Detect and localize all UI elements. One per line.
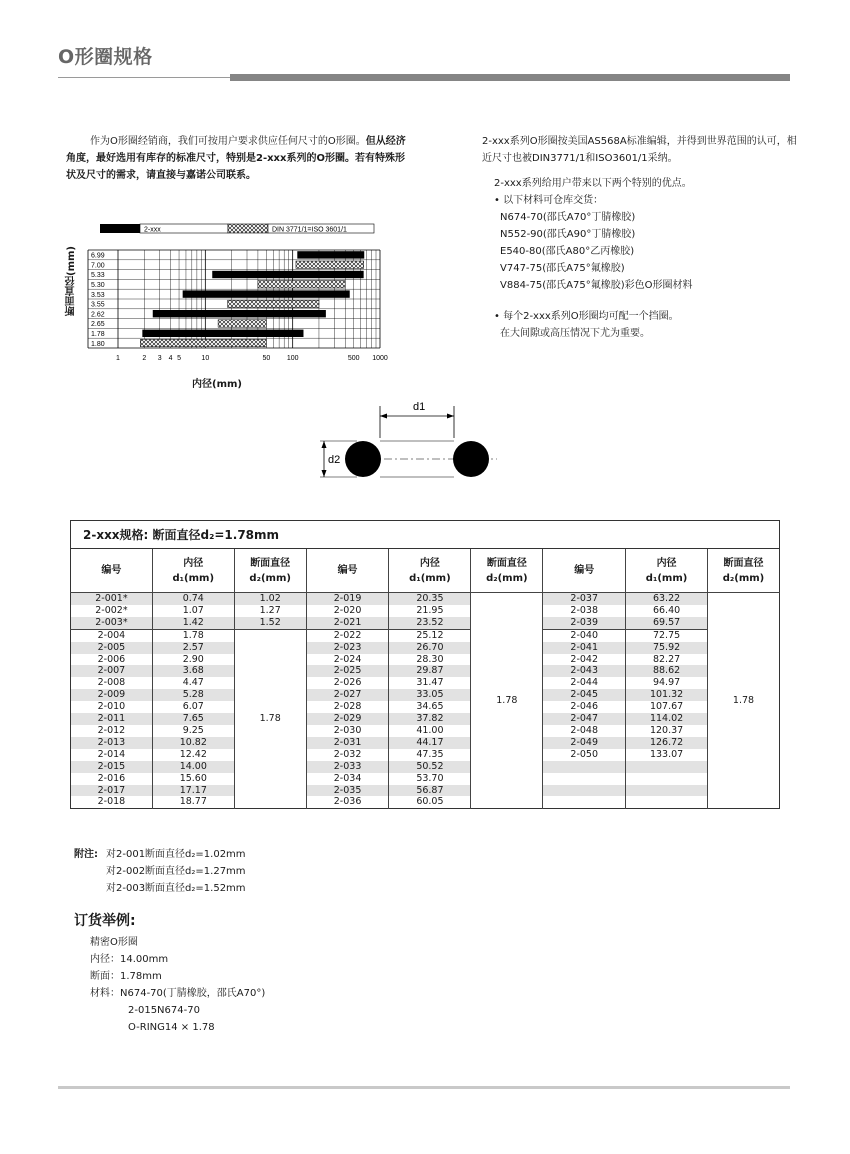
x-tick-label: 2 xyxy=(142,355,147,362)
d2-arrow-bottom xyxy=(322,470,327,477)
table-caption: 2-xxx规格: 断面直径d₂=1.78mm xyxy=(71,521,780,549)
table-cell: 29.87 xyxy=(389,665,471,677)
table-row xyxy=(71,593,780,605)
table-row xyxy=(71,605,780,617)
table-cell: 17.17 xyxy=(152,785,234,797)
header-cs: 断面直径 d₂(mm) xyxy=(708,549,780,593)
page-title: O形圈规格 xyxy=(58,46,153,68)
table-cell: 44.17 xyxy=(389,737,471,749)
d2-label: d2 xyxy=(328,454,341,466)
table-row xyxy=(71,689,780,701)
advantages-intro: 2-xxx系列给用户带来以下两个特别的优点。 xyxy=(494,178,692,189)
bar-2xxx xyxy=(183,290,350,297)
order-example xyxy=(90,934,265,1036)
standard-paragraph: 2-xxx系列O形圈按美国AS568A标准编辑，并得到世界范围的认可，相近尺寸也被DIN3771/1和ISO3601/1采纳。 xyxy=(482,136,797,164)
table-cell: 2-035 xyxy=(306,785,389,797)
shared-cross-section: 1.78 xyxy=(471,593,543,809)
y-tick-label: 2.62 xyxy=(91,311,105,319)
table-cell: 66.40 xyxy=(626,605,708,617)
legend-swatch-2xxx xyxy=(100,224,140,233)
table-cell: 2-007 xyxy=(71,665,153,677)
bullet-backup-ring-note: 在大间隙或高压情况下尤为重要。 xyxy=(500,328,650,339)
table-cell: 2-013 xyxy=(71,737,153,749)
order-inner-diameter: 内径：14.00mm xyxy=(90,954,169,965)
table-cell: 9.25 xyxy=(152,725,234,737)
table-row xyxy=(71,725,780,737)
table-cell: 2-027 xyxy=(306,689,389,701)
table-cell: 33.05 xyxy=(389,689,471,701)
table-cell: 72.75 xyxy=(626,629,708,641)
table-cell: 2-029 xyxy=(306,713,389,725)
table-cell: 34.65 xyxy=(389,701,471,713)
intro-left xyxy=(66,133,406,184)
table-cell: 2-025 xyxy=(306,665,389,677)
table-cell: 2-031 xyxy=(306,737,389,749)
table-cell: 7.65 xyxy=(152,713,234,725)
oring-section-right xyxy=(453,441,489,477)
table-row xyxy=(71,617,780,629)
table-cell: 2-026 xyxy=(306,677,389,689)
table-cell: 2-028 xyxy=(306,701,389,713)
table-cell: 101.32 xyxy=(626,689,708,701)
table-cell: 37.82 xyxy=(389,713,471,725)
table-cell: 1.52 xyxy=(234,617,306,629)
bar-din-iso xyxy=(258,281,345,288)
table-cell: 126.72 xyxy=(626,737,708,749)
table-cell: 107.67 xyxy=(626,701,708,713)
table-cell: 2-016 xyxy=(97,772,126,784)
material-item: V747-75(邵氏A75°氟橡胶) xyxy=(500,263,625,274)
table-cell: 2-012 xyxy=(97,724,126,736)
table-cell: 10.82 xyxy=(152,737,234,749)
table-cell: 2-046 xyxy=(543,701,626,713)
legend-label-2xxx: 2-xxx xyxy=(144,226,161,234)
header-cs: 断面直径 d₂(mm) xyxy=(234,549,306,593)
table-cell: 2-039 xyxy=(543,617,626,629)
table-cell: 2-001* xyxy=(71,593,153,605)
table-cell: 2-004 xyxy=(71,629,153,641)
x-tick-label: 100 xyxy=(286,355,299,362)
y-tick-label: 1.78 xyxy=(91,331,105,338)
material-item: V884-75(邵氏A75°氟橡胶)彩色O形圈材料 xyxy=(500,280,693,291)
table-cell xyxy=(626,773,708,785)
table-row xyxy=(71,677,780,689)
table-cell: 2-023 xyxy=(306,642,389,654)
table-cell: 2-010 xyxy=(97,701,126,713)
notes-label: 附注: xyxy=(74,849,98,860)
table-cell: 2-030 xyxy=(306,725,389,737)
table-cell: 2-038 xyxy=(543,605,626,617)
table-cell: 2-040 xyxy=(543,629,626,641)
d2-arrow-top xyxy=(322,441,327,448)
table-cell: 2-033 xyxy=(306,761,389,773)
bar-2xxx xyxy=(153,310,326,317)
notes xyxy=(74,846,246,897)
table-row xyxy=(71,773,780,785)
table-cell: 2-045 xyxy=(543,689,626,701)
table-cell: 2-018 xyxy=(97,796,126,808)
y-tick-label: 3.53 xyxy=(91,291,105,299)
table-row xyxy=(71,629,780,641)
table-row xyxy=(71,749,780,761)
note-item: 对2-001断面直径d₂=1.02mm xyxy=(106,849,246,860)
table-row xyxy=(71,654,780,666)
x-tick-label: 3 xyxy=(157,355,162,362)
table-cell: 2-022 xyxy=(306,629,389,641)
table-row xyxy=(71,737,780,749)
table-cell: 60.05 xyxy=(389,796,471,808)
title-divider xyxy=(58,77,230,78)
header-cs: 断面直径 d₂(mm) xyxy=(471,549,543,593)
table-cell: 120.37 xyxy=(626,725,708,737)
table-cell: 53.70 xyxy=(389,773,471,785)
table-cell: 31.47 xyxy=(389,677,471,689)
order-cross-section: 断面：1.78mm xyxy=(90,971,162,982)
table-cell: 3.68 xyxy=(152,665,234,677)
header-code: 编号 xyxy=(543,549,626,593)
order-material: 材料：N674-70(丁腈橡胶，邵氏A70°) xyxy=(90,988,266,999)
table-cell: 2-002* xyxy=(95,604,128,616)
bar-2xxx xyxy=(212,271,363,278)
table-cell: 28.30 xyxy=(389,654,471,666)
y-tick-label: 6.99 xyxy=(91,252,105,260)
table-cell: 12.42 xyxy=(152,749,234,761)
table-cell: 2-006 xyxy=(97,653,126,665)
bar-2xxx xyxy=(142,330,303,337)
table-cell: 2-019 xyxy=(306,593,389,605)
order-code-alt: O-RING14 × 1.78 xyxy=(128,1022,215,1033)
legend-swatch-din xyxy=(228,224,268,233)
table-cell: 75.92 xyxy=(626,642,708,654)
header-code: 编号 xyxy=(71,549,153,593)
table-cell: 94.97 xyxy=(626,677,708,689)
table-cell: 1.42 xyxy=(152,617,234,629)
table-cell: 88.62 xyxy=(626,665,708,677)
table-cell: 2.57 xyxy=(152,642,234,654)
material-item: N674-70(邵氏A70°丁腈橡胶) xyxy=(500,212,636,223)
table-cell: 1.27 xyxy=(234,605,306,617)
table-cell: 23.52 xyxy=(389,617,471,629)
table-cell: 2-042 xyxy=(543,654,626,666)
bullet-stock: • 以下材料可仓库交货： xyxy=(494,195,604,206)
table-cell: 1.07 xyxy=(152,605,234,617)
table-cell: 2-041 xyxy=(543,642,626,654)
y-tick-label: 5.33 xyxy=(91,272,105,280)
table-cell: 6.07 xyxy=(152,701,234,713)
bullet-backup-ring: • 每个2-xxx系列O形圈均可配一个挡圈。 xyxy=(494,311,679,322)
y-tick-label: 2.65 xyxy=(91,321,105,329)
table-cell: 14.00 xyxy=(152,761,234,773)
table-cell: 69.57 xyxy=(626,617,708,629)
table-row xyxy=(71,785,780,797)
x-tick-label: 5 xyxy=(177,355,181,362)
table-cell: 2.90 xyxy=(152,654,234,666)
intro-right xyxy=(482,133,802,342)
spec-table xyxy=(70,520,780,809)
x-tick-label: 10 xyxy=(201,355,210,362)
material-item: E540-80(邵氏A80°乙丙橡胶) xyxy=(500,246,635,257)
table-cell: 133.07 xyxy=(626,749,708,761)
table-cell: 2-011 xyxy=(71,713,153,725)
header-id: 内径 d₁(mm) xyxy=(389,549,471,593)
table-cell xyxy=(626,796,708,808)
table-row xyxy=(71,642,780,654)
table-cell: 4.47 xyxy=(152,677,234,689)
table-row xyxy=(71,761,780,773)
order-example-title: 订货举例: xyxy=(74,913,136,929)
note-item: 对2-003断面直径d₂=1.52mm xyxy=(106,883,246,894)
table-cell: 25.12 xyxy=(389,629,471,641)
table-cell xyxy=(543,773,626,785)
size-range-chart xyxy=(62,216,392,376)
oring-cross-section-diagram xyxy=(312,386,512,496)
table-cell: 2-048 xyxy=(543,725,626,737)
table-cell: 56.87 xyxy=(389,785,471,797)
table-cell xyxy=(626,761,708,773)
shared-cross-section: 1.78 xyxy=(234,629,306,809)
table-cell: 2-034 xyxy=(306,773,389,785)
table-cell: 50.52 xyxy=(389,761,471,773)
table-cell: 1.02 xyxy=(234,593,306,605)
table-cell xyxy=(543,796,626,808)
d1-arrow-right xyxy=(447,414,454,419)
header-code: 编号 xyxy=(306,549,389,593)
table-cell: 2-037 xyxy=(543,593,626,605)
table-cell: 2-032 xyxy=(306,749,389,761)
table-cell: 63.22 xyxy=(626,593,708,605)
y-tick-label: 3.55 xyxy=(91,301,105,309)
header-id: 内径 d₁(mm) xyxy=(626,549,708,593)
bar-din-iso xyxy=(296,261,364,268)
chart-x-axis-label: 内径(mm) xyxy=(192,379,242,390)
bar-din-iso xyxy=(140,339,266,346)
bar-din-iso xyxy=(218,320,266,327)
table-cell: 0.74 xyxy=(152,593,234,605)
table-cell: 2-005 xyxy=(71,642,153,654)
table-cell: 2-049 xyxy=(543,737,626,749)
table-cell: 2-021 xyxy=(306,617,389,629)
table-cell: 2-050 xyxy=(543,749,626,761)
d1-arrow-left xyxy=(380,414,387,419)
intro-bold-text: 但从经济角度，最好选用有库存的标准尺寸，特别是2-xxx系列的O形圈。若有特殊形状及尺寸的需求，请直接与嘉诺公司联系。 xyxy=(66,136,406,181)
table-cell xyxy=(543,785,626,797)
oring-section-left xyxy=(345,441,381,477)
table-cell: 18.77 xyxy=(152,796,234,808)
shared-cross-section: 1.78 xyxy=(708,593,780,809)
bar-din-iso xyxy=(228,300,319,307)
x-tick-label: 500 xyxy=(347,355,360,362)
footer-divider xyxy=(58,1086,790,1089)
table-cell: 15.60 xyxy=(152,773,234,785)
intro-normal-text: 作为O形圈经销商，我们可按用户要求供应任何尺寸的O形圈。 xyxy=(90,136,366,147)
table-row xyxy=(71,701,780,713)
table-cell: 2-008 xyxy=(97,677,126,689)
table-cell: 2-024 xyxy=(306,654,389,666)
title-divider-bar xyxy=(230,74,790,81)
material-item: N552-90(邵氏A90°丁腈橡胶) xyxy=(500,229,636,240)
table-cell: 47.35 xyxy=(389,749,471,761)
table-cell: 2-017 xyxy=(71,785,153,797)
table-cell: 5.28 xyxy=(152,689,234,701)
table-header-row xyxy=(71,549,780,593)
table-cell xyxy=(543,761,626,773)
note-item: 对2-002断面直径d₂=1.27mm xyxy=(106,866,246,877)
chart-y-axis-label: 断面直径(mm) xyxy=(66,246,77,316)
table-cell: 20.35 xyxy=(389,593,471,605)
bar-2xxx xyxy=(297,251,364,258)
d1-label: d1 xyxy=(413,401,426,413)
y-tick-label: 5.30 xyxy=(91,282,105,289)
table-cell: 2-009 xyxy=(71,689,153,701)
header-id: 内径 d₁(mm) xyxy=(152,549,234,593)
table-cell: 2-003* xyxy=(71,617,153,629)
table-cell: 41.00 xyxy=(389,725,471,737)
table-cell: 2-020 xyxy=(306,605,389,617)
table-cell: 2-015 xyxy=(71,761,153,773)
x-tick-label: 4 xyxy=(168,355,173,362)
intro-paragraph xyxy=(66,133,406,184)
legend-label-din: DIN 3771/1=ISO 3601/1 xyxy=(272,226,347,234)
order-code: 2-015N674-70 xyxy=(128,1005,200,1016)
table-cell: 2-047 xyxy=(543,713,626,725)
table-cell: 2-043 xyxy=(543,665,626,677)
y-tick-label: 1.80 xyxy=(91,340,105,348)
table-cell: 82.27 xyxy=(626,654,708,666)
table-cell: 2-014 xyxy=(97,748,126,760)
table-cell: 2-044 xyxy=(543,677,626,689)
table-cell: 1.78 xyxy=(152,629,234,641)
y-tick-label: 7.00 xyxy=(91,262,105,270)
x-tick-label: 1000 xyxy=(372,355,388,362)
table-row xyxy=(71,796,780,808)
table-cell xyxy=(626,785,708,797)
table-cell: 26.70 xyxy=(389,642,471,654)
table-cell: 2-036 xyxy=(306,796,389,808)
x-tick-label: 50 xyxy=(262,355,271,362)
table-row xyxy=(71,713,780,725)
order-product: 精密O形圈 xyxy=(90,937,138,948)
table-cell: 21.95 xyxy=(389,605,471,617)
x-tick-label: 1 xyxy=(116,355,120,362)
table-row xyxy=(71,665,780,677)
table-cell: 114.02 xyxy=(626,713,708,725)
